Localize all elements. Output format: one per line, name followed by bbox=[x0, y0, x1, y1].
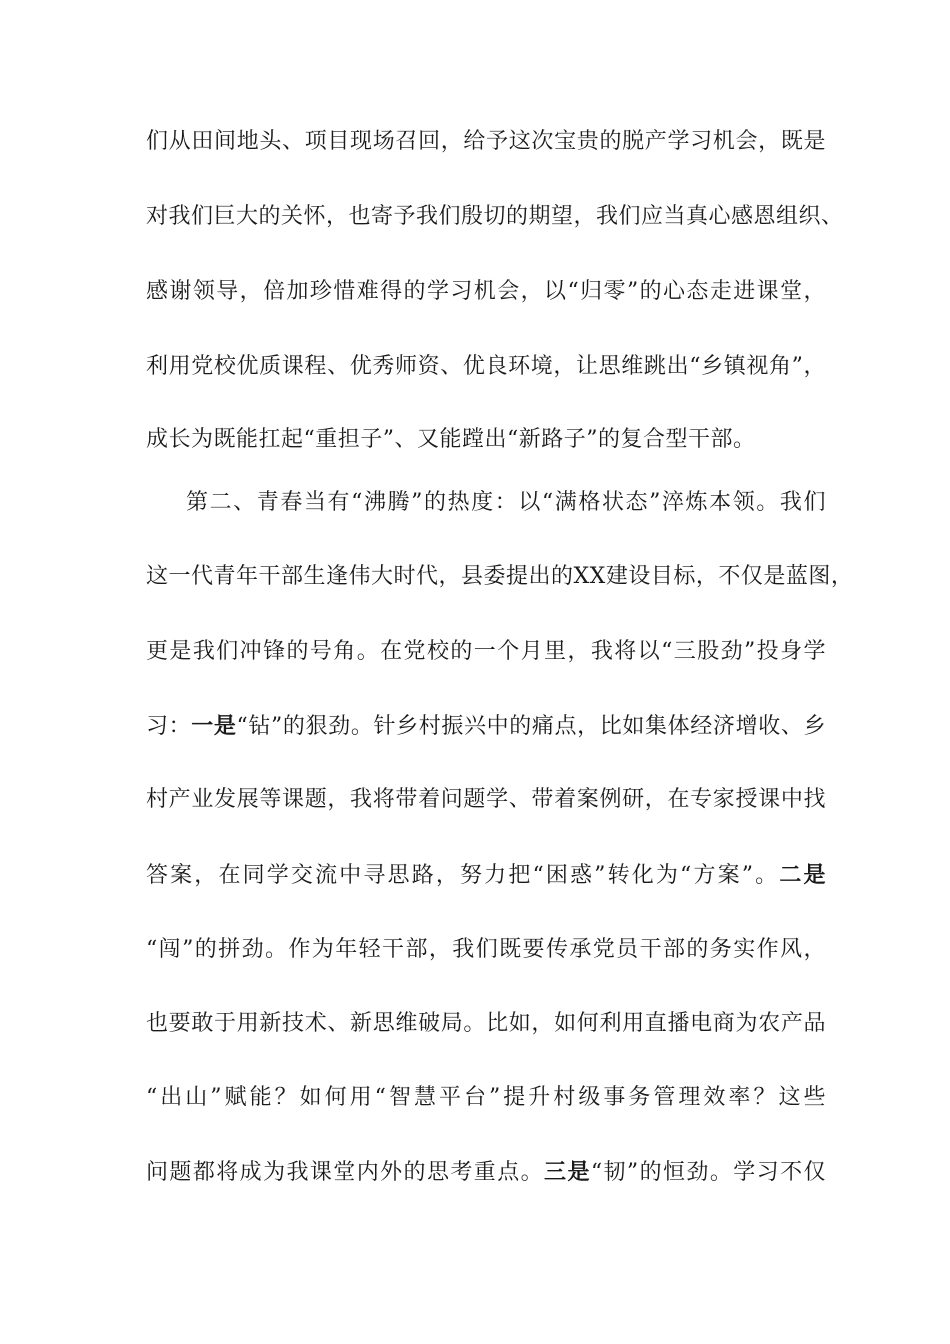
text-line-8 bbox=[146, 632, 826, 672]
text-line-10 bbox=[146, 780, 826, 820]
text-line-11 bbox=[146, 855, 826, 895]
text-segment: 问题都将成为我课堂内外的思考重点。 bbox=[146, 1160, 545, 1185]
text-segment: “韧”的恒劲。学习不仅 bbox=[590, 1160, 826, 1185]
text-line-12 bbox=[146, 930, 826, 970]
text-segment: 对我们巨大的关怀，也寄予我们殷切的期望，我们应当真心感恩组织、 bbox=[146, 204, 844, 229]
text-segment: 村产业发展等课题，我将带着问题学、带着案例研，在专家授课中找 bbox=[146, 787, 826, 812]
text-segment: 们从田间地头、项目现场召回，给予这次宝贵的脱产学习机会，既是 bbox=[146, 129, 826, 154]
paragraph-heading-line bbox=[186, 483, 826, 523]
text-line-14 bbox=[146, 1078, 826, 1118]
bold-marker-second: 二是 bbox=[779, 862, 826, 888]
text-line-13 bbox=[146, 1004, 826, 1044]
text-segment: 第二、青春当有“沸腾”的热度：以“满格状态”淬炼本领。我们 bbox=[186, 490, 826, 515]
text-line-3 bbox=[146, 272, 826, 312]
text-segment: “出山”赋能？如何用“智慧平台”提升村级事务管理效率？这些 bbox=[146, 1085, 826, 1110]
text-line-9 bbox=[146, 706, 826, 746]
text-segment: 答案，在同学交流中寻思路，努力把“困惑”转化为“方案”。 bbox=[146, 863, 780, 888]
text-segment: 更是我们冲锋的号角。在党校的一个月里，我将以“三股劲”投身学 bbox=[146, 639, 826, 664]
text-segment: “钻”的狠劲。针乡村振兴中的痛点，比如集体经济增收、乡 bbox=[236, 714, 826, 739]
text-line-4 bbox=[146, 347, 826, 387]
text-segment: 利用党校优质课程、优秀师资、优良环境，让思维跳出“乡镇视角”， bbox=[146, 354, 826, 379]
text-line-5 bbox=[146, 420, 826, 460]
text-line-7 bbox=[146, 557, 854, 597]
text-segment: 也要敢于用新技术、新思维破局。比如，如何利用直播电商为农产品 bbox=[146, 1011, 826, 1036]
bold-marker-third: 三是 bbox=[544, 1159, 591, 1185]
text-segment: 这一代青年干部生逢伟大时代，县委提出的XX建设目标，不仅是蓝图， bbox=[146, 564, 854, 589]
text-segment: 习： bbox=[146, 714, 192, 739]
text-segment: 成长为既能扛起“重担子”、又能蹚出“新路子”的复合型干部。 bbox=[146, 427, 756, 452]
text-line-1 bbox=[146, 122, 826, 162]
text-line-15 bbox=[146, 1152, 826, 1192]
text-segment: 感谢领导，倍加珍惜难得的学习机会，以“归零”的心态走进课堂， bbox=[146, 279, 826, 304]
text-segment: “闯”的拼劲。作为年轻干部，我们既要传承党员干部的务实作风， bbox=[146, 937, 826, 962]
text-line-2 bbox=[146, 197, 844, 237]
bold-marker-first: 一是 bbox=[191, 713, 237, 739]
